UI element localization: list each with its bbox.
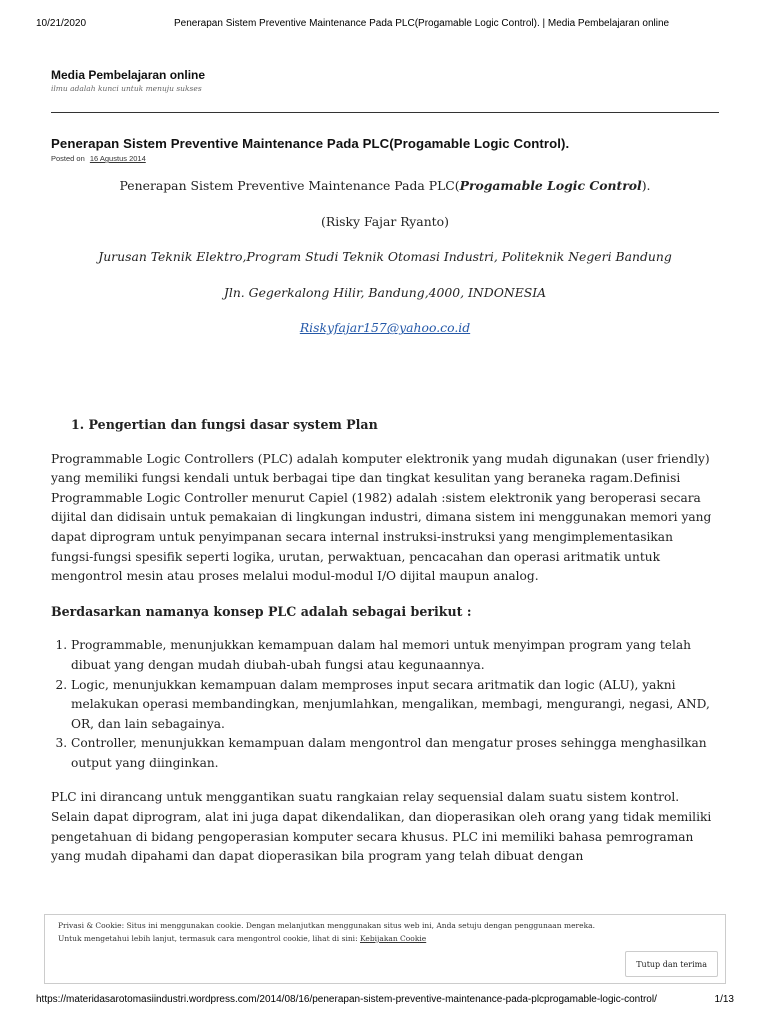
- print-url: https://materidasarotomasiindustri.wordpress.com/2014/08/16/penerapan-sistem-preventive-maintenance-pada-plcprogamable-logic-control/: [36, 994, 657, 1005]
- post-title: Penerapan Sistem Preventive Maintenance Pada PLC(Progamable Logic Control).: [51, 136, 570, 151]
- paper-title-emphasis: Progamable Logic Control: [459, 178, 642, 193]
- paper-title-end: ).: [641, 178, 651, 193]
- cookie-policy-link[interactable]: Kebijakan Cookie: [359, 934, 427, 943]
- concept-heading: Berdasarkan namanya konsep PLC adalah sebagai berikut :: [51, 603, 472, 619]
- paper-title-start: Penerapan Sistem Preventive Maintenance Pada PLC(: [119, 178, 460, 193]
- site-header: [51, 68, 719, 93]
- paper-affiliation: Jurusan Teknik Elektro,Program Studi Teknik Otomasi Industri, Politeknik Negeri Bandung: [98, 249, 672, 265]
- post-date-link[interactable]: 16 Agustus 2014: [89, 154, 146, 163]
- print-page-number: 1/13: [714, 994, 734, 1005]
- paragraph-plc-purpose: PLC ini dirancang untuk menggantikan suatu rangkaian relay sequensial dalam suatu sistem kontrol. Selain dapat diprogram, alat ini juga dapat dikendalikan, dan dioperasikan oleh orang yang tidak memiliki pengetahuan di bidang pengoperasian komputer secara khusus. PLC ini memiliki bahasa pemrograman yang mudah dipahami dan dapat dioperasikan bila program yang telah dibuat dengan: [51, 790, 712, 864]
- concept-list: [51, 636, 719, 773]
- post-meta: [51, 154, 146, 163]
- paper-author: (Risky Fajar Ryanto): [321, 213, 449, 229]
- list-item: 2. Logic, menunjukkan kemampuan dalam memproses input secara aritmatik dan logic (ALU), yakni melakukan operasi membandingkan, menjumlahkan, mengalikan, membagi, mengurangi, negasi, AND, OR, dan lain sebagainya.: [71, 676, 719, 735]
- print-page-title: Penerapan Sistem Preventive Maintenance Pada PLC(Progamable Logic Control). | Media Pembelajaran online: [174, 18, 670, 29]
- section-heading: [51, 415, 719, 435]
- list-item: 3. Controller, menunjukkan kemampuan dalam mengontrol dan mengatur proses sehingga menghasilkan output yang diinginkan.: [71, 734, 719, 773]
- cookie-more-info-text: Untuk mengetahui lebih lanjut, termasuk cara mengontrol cookie, lihat di sini:: [58, 934, 358, 943]
- section-heading-text: Pengertian dan fungsi dasar system Plan: [88, 416, 378, 432]
- list-item: 1. Programmable, menunjukkan kemampuan dalam hal memori untuk menyimpan program yang telah dibuat yang dengan mudah diubah-ubah fungsi atau kegunaannya.: [71, 636, 719, 675]
- site-title-link[interactable]: Media Pembelajaran online: [51, 68, 206, 82]
- cookie-consent-banner: [44, 914, 726, 984]
- cookie-notice-text: Privasi & Cookie: Situs ini menggunakan cookie. Dengan melanjutkan menggunakan situs web ini, Anda setuju dengan penggunaan mereka.: [58, 921, 595, 930]
- section-number: 1.: [71, 416, 85, 432]
- paper-title: [51, 176, 719, 196]
- cookie-more-info: [58, 934, 426, 943]
- header-divider: [51, 112, 719, 113]
- post-content: [51, 176, 719, 867]
- print-footer: [0, 994, 768, 1008]
- print-date: 10/21/2020: [36, 18, 87, 29]
- close-and-accept-button[interactable]: Tutup dan terima: [625, 951, 718, 977]
- paper-address: Jln. Gegerkalong Hilir, Bandung,4000, INDONESIA: [223, 284, 547, 300]
- site-tagline: ilmu adalah kunci untuk menuju sukses: [51, 84, 202, 93]
- paragraph-plc-definition: Programmable Logic Controllers (PLC) adalah komputer elektronik yang mudah digunakan (user friendly) yang memiliki fungsi kendali untuk berbagai tipe dan tingkat kesulitan yang beraneka ragam.Definisi Programmable Logic Controller menurut Capiel (1982) adalah :sistem elektronik yang beroperasi secara dijital dan didisain untuk pemakaian di lingkungan industri, dimana sistem ini menggunakan memori yang dapat diprogram untuk penyimpanan secara internal instruksi-instruksi yang mengimplementasikan fungsi-fungsi spesifik seperti logika, urutan, perwaktuan, pencacahan dan operasi aritmatik untuk mengontrol mesin atau proses melalui modul-modul I/O dijital maupun analog.: [51, 451, 712, 584]
- posted-on-label: Posted on: [51, 154, 85, 163]
- author-email-link[interactable]: Riskyfajar157@yahoo.co.id: [299, 320, 471, 336]
- print-header: [0, 0, 768, 40]
